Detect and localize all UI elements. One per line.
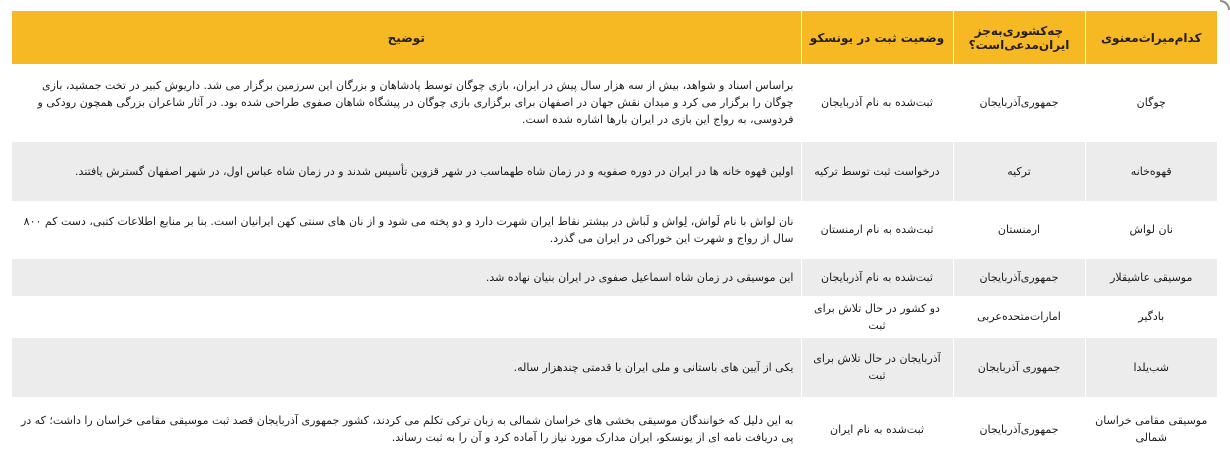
cell-description: این موسیقی در زمان شاه اسماعیل صفوی در ایران بنیان نهاده شد. — [12, 258, 801, 296]
cell-country: ارمنستان — [953, 201, 1085, 258]
table-row — [12, 397, 1217, 461]
cell-description: اولین قهوه خانه ها در ایران در دوره صفویه و در زمان شاه طهماسب در شهر قزوین تأسیس شدند و در زمان شاه عباس اول، در شهر اصفهان گسترش یافتند. — [12, 141, 801, 201]
cell-country: جمهوری‌آذربایجان — [953, 258, 1085, 296]
cell-status: آذربایجان در حال تلاش برای ثبت — [801, 337, 953, 397]
table-row — [12, 201, 1217, 258]
cell-country: جمهوری آذربایجان — [953, 337, 1085, 397]
cell-heritage: بادگیر — [1085, 296, 1217, 337]
cell-heritage: قهوه‌خانه — [1085, 141, 1217, 201]
cell-status: ثبت‌شده به نام ایران — [801, 397, 953, 461]
cell-country: جمهوری‌آذربایجان — [953, 64, 1085, 141]
header-description: توضیح — [12, 11, 801, 64]
cell-heritage: نان لواش — [1085, 201, 1217, 258]
cell-status: درخواست ثبت توسط ترکیه — [801, 141, 953, 201]
cell-status: ثبت‌شده به نام آذربایجان — [801, 258, 953, 296]
corner-decoration — [1220, 0, 1230, 10]
table-row — [12, 337, 1217, 397]
cell-description: نان لواش با نام لَواش، لِواش و لَباش در بیشتر نقاط ایران شهرت دارد و دو پخته می شود و از نان های سنتی کهن ایرانیان است. بنا بر منابع اطلاعات کتبی، دست کم ۸۰۰ سال از رواج و شهرت این خوراکی در ایران می گذرد. — [12, 201, 801, 258]
cell-status: ثبت‌شده به نام ارمنستان — [801, 201, 953, 258]
cell-heritage: چوگان — [1085, 64, 1217, 141]
heritage-claims-table — [12, 11, 1217, 462]
cell-status: ثبت‌شده به نام آذربایجان — [801, 64, 953, 141]
cell-country: امارات‌متحده‌عربی — [953, 296, 1085, 337]
header-row — [12, 11, 1217, 64]
cell-heritage: موسیقی مقامی خراسان شمالی — [1085, 397, 1217, 461]
cell-status: دو کشور در حال تلاش برای ثبت — [801, 296, 953, 337]
table-body — [12, 64, 1217, 461]
heritage-table-container — [12, 11, 1217, 463]
header-heritage: کدام‌میراث‌معنوی — [1085, 11, 1217, 64]
header-country: چه‌کشوری‌به‌جز ایران‌مدعی‌است؟ — [953, 11, 1085, 64]
cell-country: جمهوری‌آذربایجان — [953, 397, 1085, 461]
table-row — [12, 258, 1217, 296]
cell-heritage: موسیقی عاشیقلار — [1085, 258, 1217, 296]
cell-description: براساس اسناد و شواهد، بیش از سه هزار سال پیش در ایران، بازی چوگان توسط پادشاهان و بزرگان این سرزمین برگزار می شد. داریوش کبیر در تخت جمشید، بازی چوگان را برگزار می کرد و میدان نقش جهان در اصفهان برای برگزاری بازی چوگان در پیشگاه شاهان صفوی طراحی شده بود. در آثار شاعران بزرگی همچون رودکی و فردوسی، به رواج این بازی در ایران بارها اشاره شده است. — [12, 64, 801, 141]
cell-country: ترکیه — [953, 141, 1085, 201]
header-status: وضعیت ثبت در یونسکو — [801, 11, 953, 64]
table-row — [12, 64, 1217, 141]
table-header — [12, 11, 1217, 64]
cell-heritage: شب‌یلدا — [1085, 337, 1217, 397]
cell-description: به این دلیل که خوانندگان موسیقی بخشی های خراسان شمالی به زبان ترکی تکلم می کردند، کشور جمهوری آذربایجان قصد ثبت موسیقی مقامی خراسان را داشت؛ که در پی دریافت نامه ای از یونسکو، ایران مدارک مورد نیاز را آماده کرد و آن را به ثبت رساند. — [12, 397, 801, 461]
cell-description: یکی از آیین های باستانی و ملی ایران با قدمتی چندهزار ساله. — [12, 337, 801, 397]
table-row — [12, 296, 1217, 337]
table-row — [12, 141, 1217, 201]
cell-description — [12, 296, 801, 337]
